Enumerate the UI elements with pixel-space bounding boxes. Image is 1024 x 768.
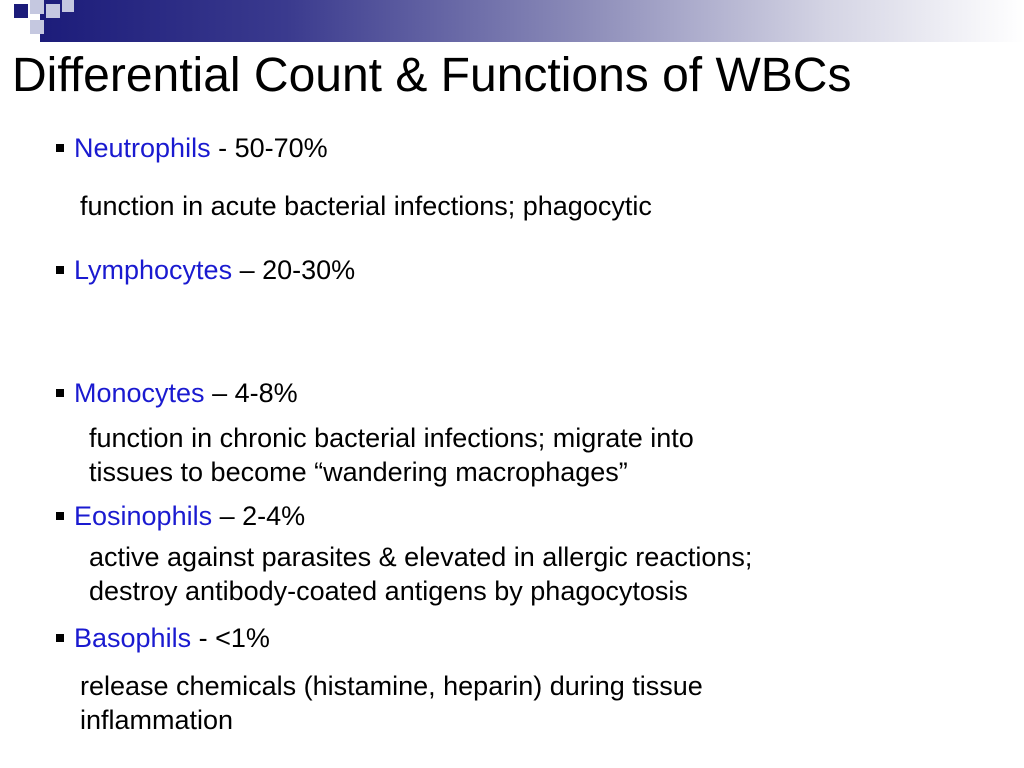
term-basophils: Basophils — [74, 623, 192, 653]
desc-line: tissues to become “wandering macrophages” — [89, 457, 628, 487]
decor-square-3 — [46, 4, 60, 18]
value-eosinophils: – 2-4% — [212, 501, 306, 531]
bullet-monocytes — [56, 377, 298, 409]
value-monocytes: – 4-8% — [204, 378, 298, 408]
bullet-square-icon — [56, 512, 64, 520]
bullet-square-icon — [56, 266, 64, 274]
header-gradient-band — [40, 0, 1024, 42]
term-lymphocytes: Lymphocytes — [74, 255, 233, 285]
desc-line: release chemicals (histamine, heparin) during tissue — [80, 671, 703, 701]
desc-line: active against parasites & elevated in allergic reactions; — [89, 542, 753, 572]
value-neutrophils: - 50-70% — [210, 133, 328, 163]
bullet-lymphocytes — [56, 254, 355, 286]
desc-line: function in acute bacterial infections; phagocytic — [80, 191, 652, 221]
decor-square-4 — [30, 20, 44, 34]
bullet-square-icon — [56, 389, 64, 397]
decor-square-1 — [14, 4, 28, 18]
desc-line: function in chronic bacterial infections; migrate into — [89, 423, 694, 453]
decor-square-2 — [30, 0, 44, 14]
term-neutrophils: Neutrophils — [74, 133, 211, 163]
slide-title: Differential Count & Functions of WBCs — [12, 49, 852, 102]
bullet-neutrophils — [56, 132, 328, 164]
desc-eosinophils — [89, 540, 752, 608]
term-eosinophils: Eosinophils — [74, 501, 213, 531]
decor-square-5 — [62, 0, 74, 12]
desc-line: inflammation — [80, 705, 234, 735]
bullet-square-icon — [56, 144, 64, 152]
desc-neutrophils — [80, 189, 652, 223]
term-monocytes: Monocytes — [74, 378, 205, 408]
bullet-square-icon — [56, 634, 64, 642]
desc-monocytes — [89, 421, 694, 489]
value-basophils: - <1% — [191, 623, 270, 653]
desc-basophils — [80, 669, 703, 737]
bullet-eosinophils — [56, 500, 305, 532]
desc-line: destroy antibody-coated antigens by phagocytosis — [89, 576, 688, 606]
bullet-basophils — [56, 622, 270, 654]
value-lymphocytes: – 20-30% — [232, 255, 356, 285]
